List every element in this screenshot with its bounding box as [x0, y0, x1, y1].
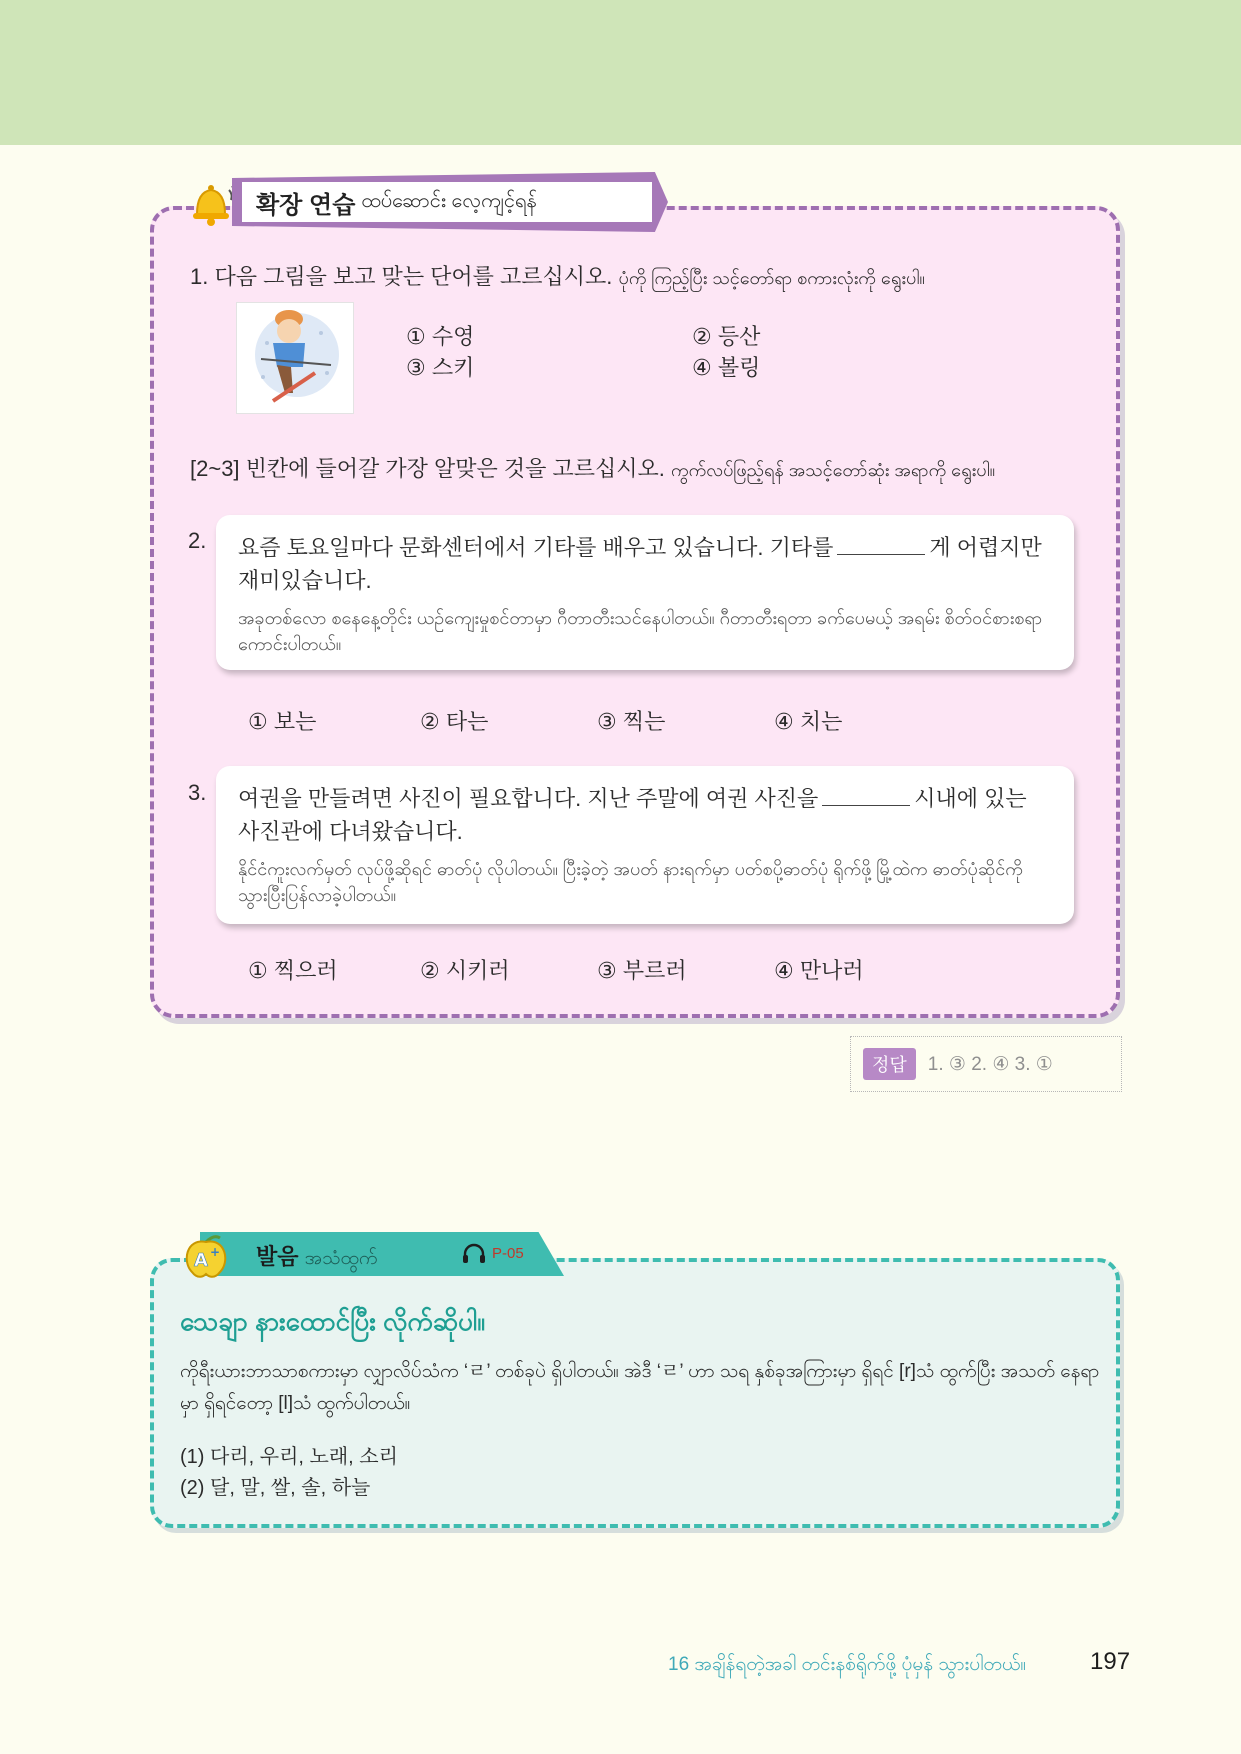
audio-code: P-05: [492, 1244, 524, 1262]
apple-a-plus-icon: [180, 1228, 232, 1282]
section-title-ko: 확장 연습: [256, 191, 356, 219]
q3-option-4[interactable]: ④ 만나러: [774, 958, 864, 983]
answer-blank[interactable]: [837, 537, 925, 555]
answer-text: 1. ③ 2. ④ 3. ①: [927, 1053, 1053, 1075]
q2-option-2[interactable]: ② 타는: [420, 709, 489, 734]
svg-text:A: A: [194, 1250, 208, 1271]
section-title: [242, 182, 652, 222]
header-band: [0, 0, 1241, 145]
instruction-2-3: [190, 452, 995, 485]
answer-key: [850, 1036, 1122, 1092]
pronunciation-title-ko: 발음: [256, 1244, 299, 1269]
section-title-mm: ထပ်ဆောင်း လေ့ကျင့်ရန်: [361, 190, 537, 212]
question-2-number: 2.: [188, 528, 207, 553]
page-number: 197: [1090, 1648, 1131, 1675]
bell-icon: [185, 176, 237, 228]
answer-label: 정답: [863, 1048, 916, 1080]
pronunciation-title-mm: အသံထွက်: [304, 1248, 378, 1269]
pronunciation-heading: သေချာ နားထောင်ပြီး လိုက်ဆိုပါ။: [180, 1306, 486, 1336]
question-2-ko: 요즘 토요일마다 문화센터에서 기타를 배우고 있습니다. 기타를 게 어렵지만 재미있습니다.: [238, 535, 1042, 593]
question-3-mm: နိုင်ငံကူးလက်မှတ် လုပ်ဖို့ဆိုရင် ဓာတ်ပုံ လိုပါတယ်။ ပြီးခဲ့တဲ့ အပတ် နားရက်မှာ ပတ်စပို့ဓာတ်ပုံ ရိုက်ဖို့ မြို့ထဲက ဓာတ်ပုံဆိုင်ကို သွားပြီးပြန်လာခဲ့ပါတယ်။: [238, 859, 1023, 905]
pronunciation-title: [256, 1240, 377, 1274]
question-1-mm: ပုံကို ကြည့်ပြီး သင့်တော်ရာ စကားလုံးကို ရွေးပါ။: [618, 268, 925, 288]
q1-option-3[interactable]: ③ 스키: [406, 355, 475, 380]
q3-option-2[interactable]: ② 시키러: [420, 958, 510, 983]
question-2-mm: အခုတစ်လော စနေနေ့တိုင်း ယဉ်ကျေးမှုစင်တာမှာ ဂီတာတီးသင်နေပါတယ်။ ဂီတာတီးရတာ ခက်ပေမယ့် အရမ်း စိတ်ဝင်စားစရာ ကောင်းပါတယ်။: [238, 608, 1043, 654]
question-1: [190, 260, 925, 293]
pronunciation-body: ကိုရီးယားဘာသာစကားမှာ လျှာလိပ်သံက ‘ㄹ’ တစ်ခုပဲ ရှိပါတယ်။ အဲဒီ ‘ㄹ’ ဟာ သရ နှစ်ခုအကြားမှာ ရှိရင် [r]သံ ထွက်ပြီး အသတ် နေရာမှာ ရှိရင်တော့ [l]သံ ထွက်ပါတယ်။: [180, 1361, 1100, 1414]
question-2-card: [216, 515, 1074, 670]
q2-option-3[interactable]: ③ 찍는: [597, 709, 666, 734]
instruction-mm: ကွက်လပ်ဖြည့်ရန် အသင့်တော်ဆုံး အရာကို ရွေးပါ။: [671, 460, 996, 480]
instruction-ko: [2~3] 빈칸에 들어갈 가장 알맞은 것을 고르십시오.: [190, 456, 665, 481]
question-3-number: 3.: [188, 780, 207, 805]
q1-option-4[interactable]: ④ 볼링: [692, 355, 761, 380]
footer-lesson-title: 16 အချိန်ရတဲ့အခါ တင်းနစ်ရိုက်ဖို့ ပုံမှန် သွားပါတယ်။: [668, 1654, 1027, 1675]
headphones-icon: [462, 1242, 486, 1264]
question-3-card: [216, 766, 1074, 924]
pronunciation-example-1: (1) 다리, 우리, 노래, 소리: [180, 1446, 398, 1468]
q2-option-4[interactable]: ④ 치는: [774, 709, 843, 734]
audio-track[interactable]: [462, 1242, 524, 1264]
q1-option-2[interactable]: ② 등산: [692, 324, 761, 349]
question-3-ko: 여권을 만들려면 사진이 필요합니다. 지난 주말에 여권 사진을 시내에 있는 사진관에 다녀왔습니다.: [238, 786, 1027, 844]
q3-option-3[interactable]: ③ 부르러: [597, 958, 687, 983]
pronunciation-example-2: (2) 달, 말, 쌀, 솔, 하늘: [180, 1477, 371, 1499]
question-1-ko: 1. 다음 그림을 보고 맞는 단어를 고르십시오.: [190, 264, 613, 289]
skier-illustration: [236, 302, 354, 414]
answer-blank[interactable]: [822, 788, 910, 806]
q1-option-1[interactable]: ① 수영: [406, 324, 475, 349]
q3-option-1[interactable]: ① 찍으러: [248, 958, 338, 983]
svg-text:+: +: [210, 1245, 221, 1259]
q2-option-1[interactable]: ① 보는: [248, 709, 317, 734]
